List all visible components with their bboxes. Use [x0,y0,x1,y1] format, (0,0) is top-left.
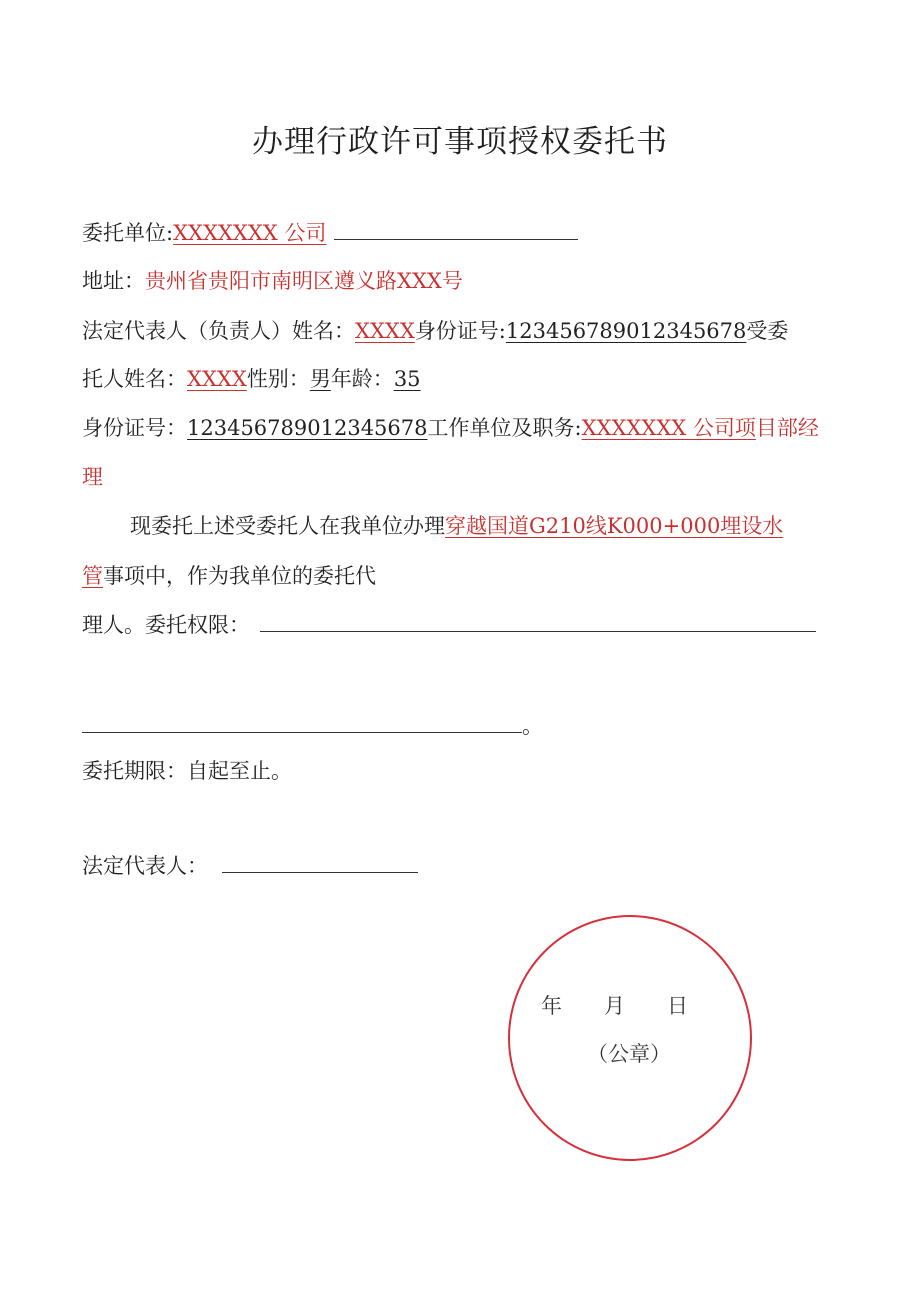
trustee-name-label: 托人姓名： [82,367,187,391]
age-value[interactable]: 35 [393,367,421,391]
gender-value[interactable]: 男 [309,367,331,391]
job-value-cont[interactable]: 目部经 [755,416,819,440]
authority-line [82,610,816,640]
matter-value[interactable]: 穿越国道G210线K000+000埋设水 [445,514,784,538]
address-label: 地址： [82,269,145,293]
address-value[interactable]: 贵州省贵阳市南明区遵义路XXX号 [145,269,463,293]
gender-label: 性别： [246,367,310,391]
trustee-name[interactable]: XXXX [187,367,247,391]
date-year: 年 [541,994,562,1018]
job-label: 工作单位及职务: [427,416,582,440]
entrusting-unit-label: 委托单位: [82,221,174,245]
date-month: 月 [604,994,625,1018]
trustee-id-label: 身份证号： [82,416,187,440]
matter-intro: 现委托上述受委托人在我单位办理 [130,514,445,538]
signature-label: 法定代表人： [82,854,208,878]
entrusting-unit-value[interactable]: XXXXXXX 公司 [173,221,327,245]
job-value-wrap: 理 [82,465,103,489]
signature-line [82,851,418,881]
authority-end: 。 [522,714,543,738]
blank-underline [334,219,578,240]
trustee-line [82,364,421,394]
signature-blank[interactable] [222,852,418,873]
seal-label: （公章） [587,1042,671,1066]
authority-blank[interactable] [260,611,816,632]
authority-line-2 [82,711,543,741]
matter-line-2 [82,561,376,591]
term-line: 委托期限：自起至止。 [82,759,292,783]
matter-line [130,511,783,541]
trustee-id-line [82,413,819,443]
legal-rep-line [82,316,788,346]
authority-label: 理人。委托权限： [82,613,250,637]
trustee-id[interactable]: 123456789012345678 [187,416,428,440]
age-label: 年龄： [330,367,394,391]
legal-rep-id-label: 身份证号: [414,319,506,343]
matter-value-cont[interactable]: 管 [82,564,103,588]
authority-blank-2[interactable] [82,712,522,733]
address-line [82,266,463,296]
matter-outro: 事项中，作为我单位的委托代 [103,564,376,588]
legal-rep-name[interactable]: XXXX [355,319,415,343]
legal-rep-id[interactable]: 123456789012345678 [505,319,747,343]
date-day: 日 [667,994,688,1018]
job-value[interactable]: XXXXXXX 公司项 [581,416,756,440]
document-title: 办理行政许可事项授权委托书 [252,124,668,160]
entrusting-unit-line [82,218,578,248]
legal-rep-tail: 受委 [746,319,789,343]
legal-rep-label: 法定代表人（负责人）姓名： [82,319,355,343]
